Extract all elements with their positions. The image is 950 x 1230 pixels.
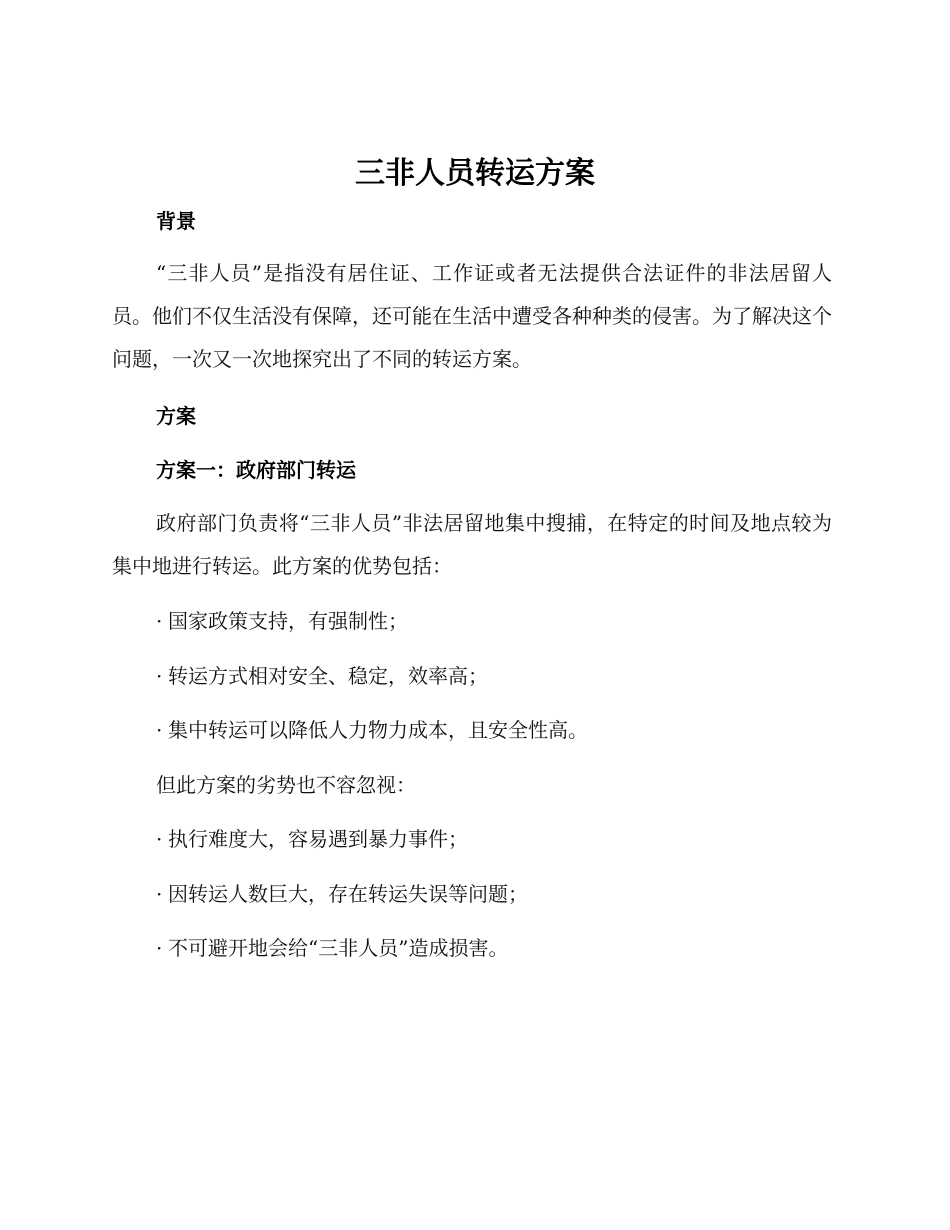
background-paragraph: “三非人员”是指没有居住证、工作证或者无法提供合法证件的非法居留人员。他们不仅生活没有保障，还可能在生活中遭受各种种类的侵害。为了解决这个问题，一次又一次地探究出了不同的转运方案。 xyxy=(112,261,832,371)
background-heading: 背景 xyxy=(156,209,196,233)
disadvantage-text: 执行难度大，容易遇到暴力事件； xyxy=(168,827,468,851)
disadvantage-item xyxy=(156,823,836,855)
plan-one-heading: 方案一：政府部门转运 xyxy=(156,458,356,482)
bullet-icon: · xyxy=(156,609,163,633)
disadvantage-text: 因转运人数巨大，存在转运失误等问题； xyxy=(168,882,528,906)
disadvantage-item xyxy=(156,932,836,964)
advantage-item xyxy=(156,714,836,746)
plan-one-paragraph: 政府部门负责将“三非人员”非法居留地集中搜捕，在特定的时间及地点较为集中地进行转运。此方案的优势包括： xyxy=(112,511,832,578)
bullet-icon: · xyxy=(156,718,163,742)
advantage-item xyxy=(156,660,836,692)
advantage-item xyxy=(156,605,836,637)
plan-heading: 方案 xyxy=(156,404,196,428)
bullet-icon: · xyxy=(156,882,163,906)
bullet-icon: · xyxy=(156,827,163,851)
disadvantages-intro: 但此方案的劣势也不容忽视： xyxy=(156,773,416,797)
advantage-text: 转运方式相对安全、稳定，效率高； xyxy=(168,664,488,688)
bullet-icon: · xyxy=(156,664,163,688)
advantage-text: 集中转运可以降低人力物力成本，且安全性高。 xyxy=(168,718,588,742)
advantage-text: 国家政策支持，有强制性； xyxy=(168,609,408,633)
disadvantage-text: 不可避开地会给“三非人员”造成损害。 xyxy=(168,936,509,960)
bullet-icon: · xyxy=(156,936,163,960)
document-title: 三非人员转运方案 xyxy=(355,156,595,191)
disadvantage-item xyxy=(156,878,836,910)
